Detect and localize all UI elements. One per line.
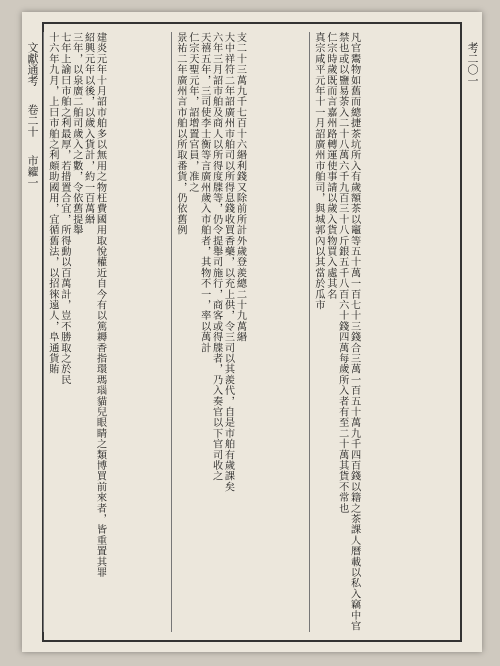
book-title: 文獻通考 [26,42,39,86]
text-column-right [309,32,458,632]
text-frame [42,22,462,642]
right-margin-page-number [464,42,480,622]
column-text: 凡官鬻物如舊而總捷茶坑所入有歲額茶以竈等五十萬一百七十三錢合三萬一百五十萬九千四百錢以籍之茶課人曆載以私入竊中官禁也或以鹽易荼入二十八萬六千九百三十八斤銀五千八百六十錢四萬每歲所入者有至二十萬其貨不常也 仁宗時歲既而言嘉州路轉運使事請以歲入貨物買入處其名 真宗咸平元年十一月詔廣州市舶司，與城郭內以其當於瓜市 [312,32,360,632]
page-number: 考二〇一 [466,42,479,86]
section-title: 市糴一 [26,155,39,188]
column-text: 建炎元年十月詔市舶多以無用之物枉費國用取悅權近自今有以篤耨香指環瑪瑙貓兒眼睛之類博買前來者，皆重置其罪 紹興元年以後，以歲入貨計，約一百萬緡 三年，以泉廣二舶司歲入之數，令依舊提舉 七年上諭曰市舶之利最厚，若措置合宜，所得動以百萬計，豈不勝取之於民 十六年九月，上曰市舶之利頗助國用，宜循舊法，以招徠遠人，阜通貨賄 [46,32,106,578]
text-column-middle [171,32,308,632]
left-margin-running-head [24,42,40,622]
column-text: 支二十三萬九千七百十六緡利錢又除前所計外歲登羨總二十九萬緡 大中祥符二年詔廣州市舶司以所得息錢收買香藥，以充上供，令三司以其羨代，自是市舶有歲課矣 六年三月詔市舶及商人以所得度牒等，仍令提舉司施行，商客或得牒者，乃入奏官以下官司收之 天禧五年，三司使李士衡等言廣州歲入市舶者，其物不一，率以萬計 仁宗天聖元年，詔增置官員，准之 景祐二年廣州言市舶以所取番貨，仍依舊例 [174,32,246,493]
text-column-left [43,32,170,632]
chapter-number: 卷二十 [26,104,39,137]
book-page [22,12,482,652]
